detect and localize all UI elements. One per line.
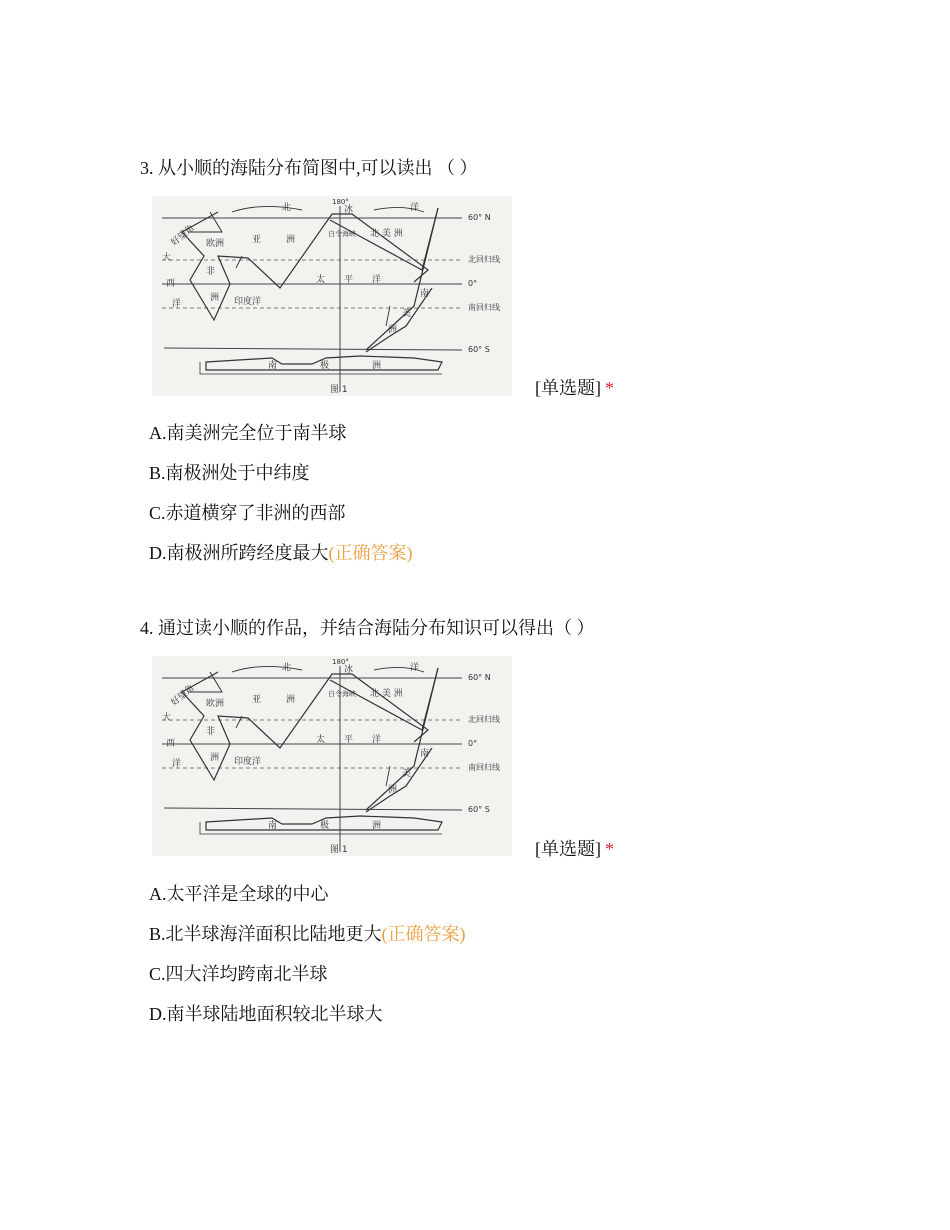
label-pac-3: 洋 bbox=[372, 275, 382, 285]
label-asia-b: 洲 bbox=[286, 695, 296, 705]
question-type-label: [单选题] bbox=[535, 839, 601, 859]
label-bering: 白令海峡 bbox=[328, 230, 356, 238]
question-title: 4. 通过读小顺的作品，并结合海陆分布知识可以得出（ ） bbox=[140, 618, 595, 638]
question-title: 3. 从小顺的海陆分布简图中,可以读出 （ ） bbox=[140, 158, 478, 178]
ocean-land-diagram bbox=[152, 196, 512, 396]
label-africa-1: 非 bbox=[206, 727, 216, 737]
question-type-tag bbox=[535, 835, 614, 861]
option-c[interactable] bbox=[149, 962, 328, 986]
label-indian: 印度洋 bbox=[234, 757, 262, 767]
label-asia-b: 洲 bbox=[286, 235, 296, 245]
label-africa-2: 洲 bbox=[210, 753, 220, 763]
label-africa-1: 非 bbox=[206, 267, 216, 277]
label-180: 180° bbox=[332, 198, 349, 206]
label-cape: 好望角 bbox=[169, 223, 197, 249]
map-figure bbox=[152, 196, 512, 396]
label-sa-3: 洲 bbox=[388, 785, 398, 795]
question-4 bbox=[140, 616, 840, 640]
label-60n: 60° N bbox=[468, 673, 491, 682]
label-ant-2: 极 bbox=[320, 361, 330, 371]
label-ocean-n: 洋 bbox=[410, 203, 420, 213]
option-text: A.南美洲完全位于南半球 bbox=[149, 423, 347, 443]
required-mark: * bbox=[605, 839, 614, 859]
correct-answer-note: (正确答案) bbox=[381, 924, 466, 944]
option-a[interactable] bbox=[149, 882, 329, 906]
map-figure bbox=[152, 656, 512, 856]
label-africa-2: 洲 bbox=[210, 293, 220, 303]
label-europe: 欧洲 bbox=[206, 239, 225, 249]
option-c[interactable] bbox=[149, 501, 346, 525]
option-b[interactable] bbox=[149, 922, 466, 946]
label-asia-a: 亚 bbox=[252, 235, 262, 245]
required-mark: * bbox=[605, 378, 614, 398]
label-ocean-n: 洋 bbox=[410, 663, 420, 673]
question-type-label: [单选题] bbox=[535, 378, 601, 398]
label-sa-2: 美 bbox=[402, 309, 412, 319]
label-ant-3: 洲 bbox=[372, 361, 382, 371]
option-d[interactable] bbox=[149, 541, 413, 565]
label-pac-1: 太 bbox=[316, 275, 326, 285]
label-tropic-n: 北回归线 bbox=[468, 715, 500, 724]
option-a[interactable] bbox=[149, 421, 347, 445]
label-pac-3: 洋 bbox=[372, 735, 382, 745]
option-text: D.南半球陆地面积较北半球大 bbox=[149, 1004, 383, 1024]
label-equator: 0° bbox=[468, 739, 478, 748]
label-bering: 白令海峡 bbox=[328, 690, 356, 698]
label-atl-1: 大 bbox=[162, 713, 172, 723]
label-atl-3: 洋 bbox=[172, 759, 182, 769]
label-tropic-s: 南回归线 bbox=[468, 763, 500, 772]
label-atl-2: 西 bbox=[166, 279, 176, 289]
label-pac-2: 平 bbox=[344, 275, 354, 285]
label-north-america: 北 美 洲 bbox=[370, 229, 403, 239]
label-cape: 好望角 bbox=[169, 683, 197, 709]
label-north: 北 bbox=[282, 203, 292, 213]
label-ice: 冰 bbox=[344, 665, 354, 675]
label-atl-3: 洋 bbox=[172, 299, 182, 309]
correct-answer-note: (正确答案) bbox=[328, 543, 413, 563]
label-ant-3: 洲 bbox=[372, 821, 382, 831]
label-180: 180° bbox=[332, 658, 349, 666]
label-asia-a: 亚 bbox=[252, 695, 262, 705]
label-ice: 冰 bbox=[344, 205, 354, 215]
label-sa-1: 南 bbox=[420, 749, 430, 759]
figure-caption: 图 1 bbox=[330, 385, 348, 395]
option-text: B.北半球海洋面积比陆地更大 bbox=[149, 924, 382, 944]
label-north: 北 bbox=[282, 663, 292, 673]
label-sa-3: 洲 bbox=[388, 325, 398, 335]
label-60n: 60° N bbox=[468, 213, 491, 222]
option-text: B.南极洲处于中纬度 bbox=[149, 463, 310, 483]
option-text: C.赤道横穿了非洲的西部 bbox=[149, 503, 346, 523]
label-north-america: 北 美 洲 bbox=[370, 689, 403, 699]
question-type-tag bbox=[535, 374, 614, 400]
label-pac-2: 平 bbox=[344, 735, 354, 745]
label-tropic-n: 北回归线 bbox=[468, 255, 500, 264]
figure-caption: 图 1 bbox=[330, 845, 348, 855]
label-atl-2: 西 bbox=[166, 739, 176, 749]
label-equator: 0° bbox=[468, 279, 478, 288]
label-sa-2: 美 bbox=[402, 769, 412, 779]
label-60s: 60° S bbox=[468, 805, 490, 814]
label-ant-2: 极 bbox=[320, 821, 330, 831]
label-atl-1: 大 bbox=[162, 253, 172, 263]
label-60s: 60° S bbox=[468, 345, 490, 354]
label-europe: 欧洲 bbox=[206, 699, 225, 709]
option-b[interactable] bbox=[149, 461, 310, 485]
option-d[interactable] bbox=[149, 1002, 383, 1026]
option-text: D.南极洲所跨经度最大 bbox=[149, 543, 329, 563]
label-ant-1: 南 bbox=[268, 821, 278, 831]
label-ant-1: 南 bbox=[268, 361, 278, 371]
label-tropic-s: 南回归线 bbox=[468, 303, 500, 312]
option-text: C.四大洋均跨南北半球 bbox=[149, 964, 328, 984]
label-sa-1: 南 bbox=[420, 289, 430, 299]
option-text: A.太平洋是全球的中心 bbox=[149, 884, 329, 904]
question-3 bbox=[140, 156, 840, 180]
label-pac-1: 太 bbox=[316, 735, 326, 745]
label-indian: 印度洋 bbox=[234, 297, 262, 307]
ocean-land-diagram bbox=[152, 656, 512, 856]
